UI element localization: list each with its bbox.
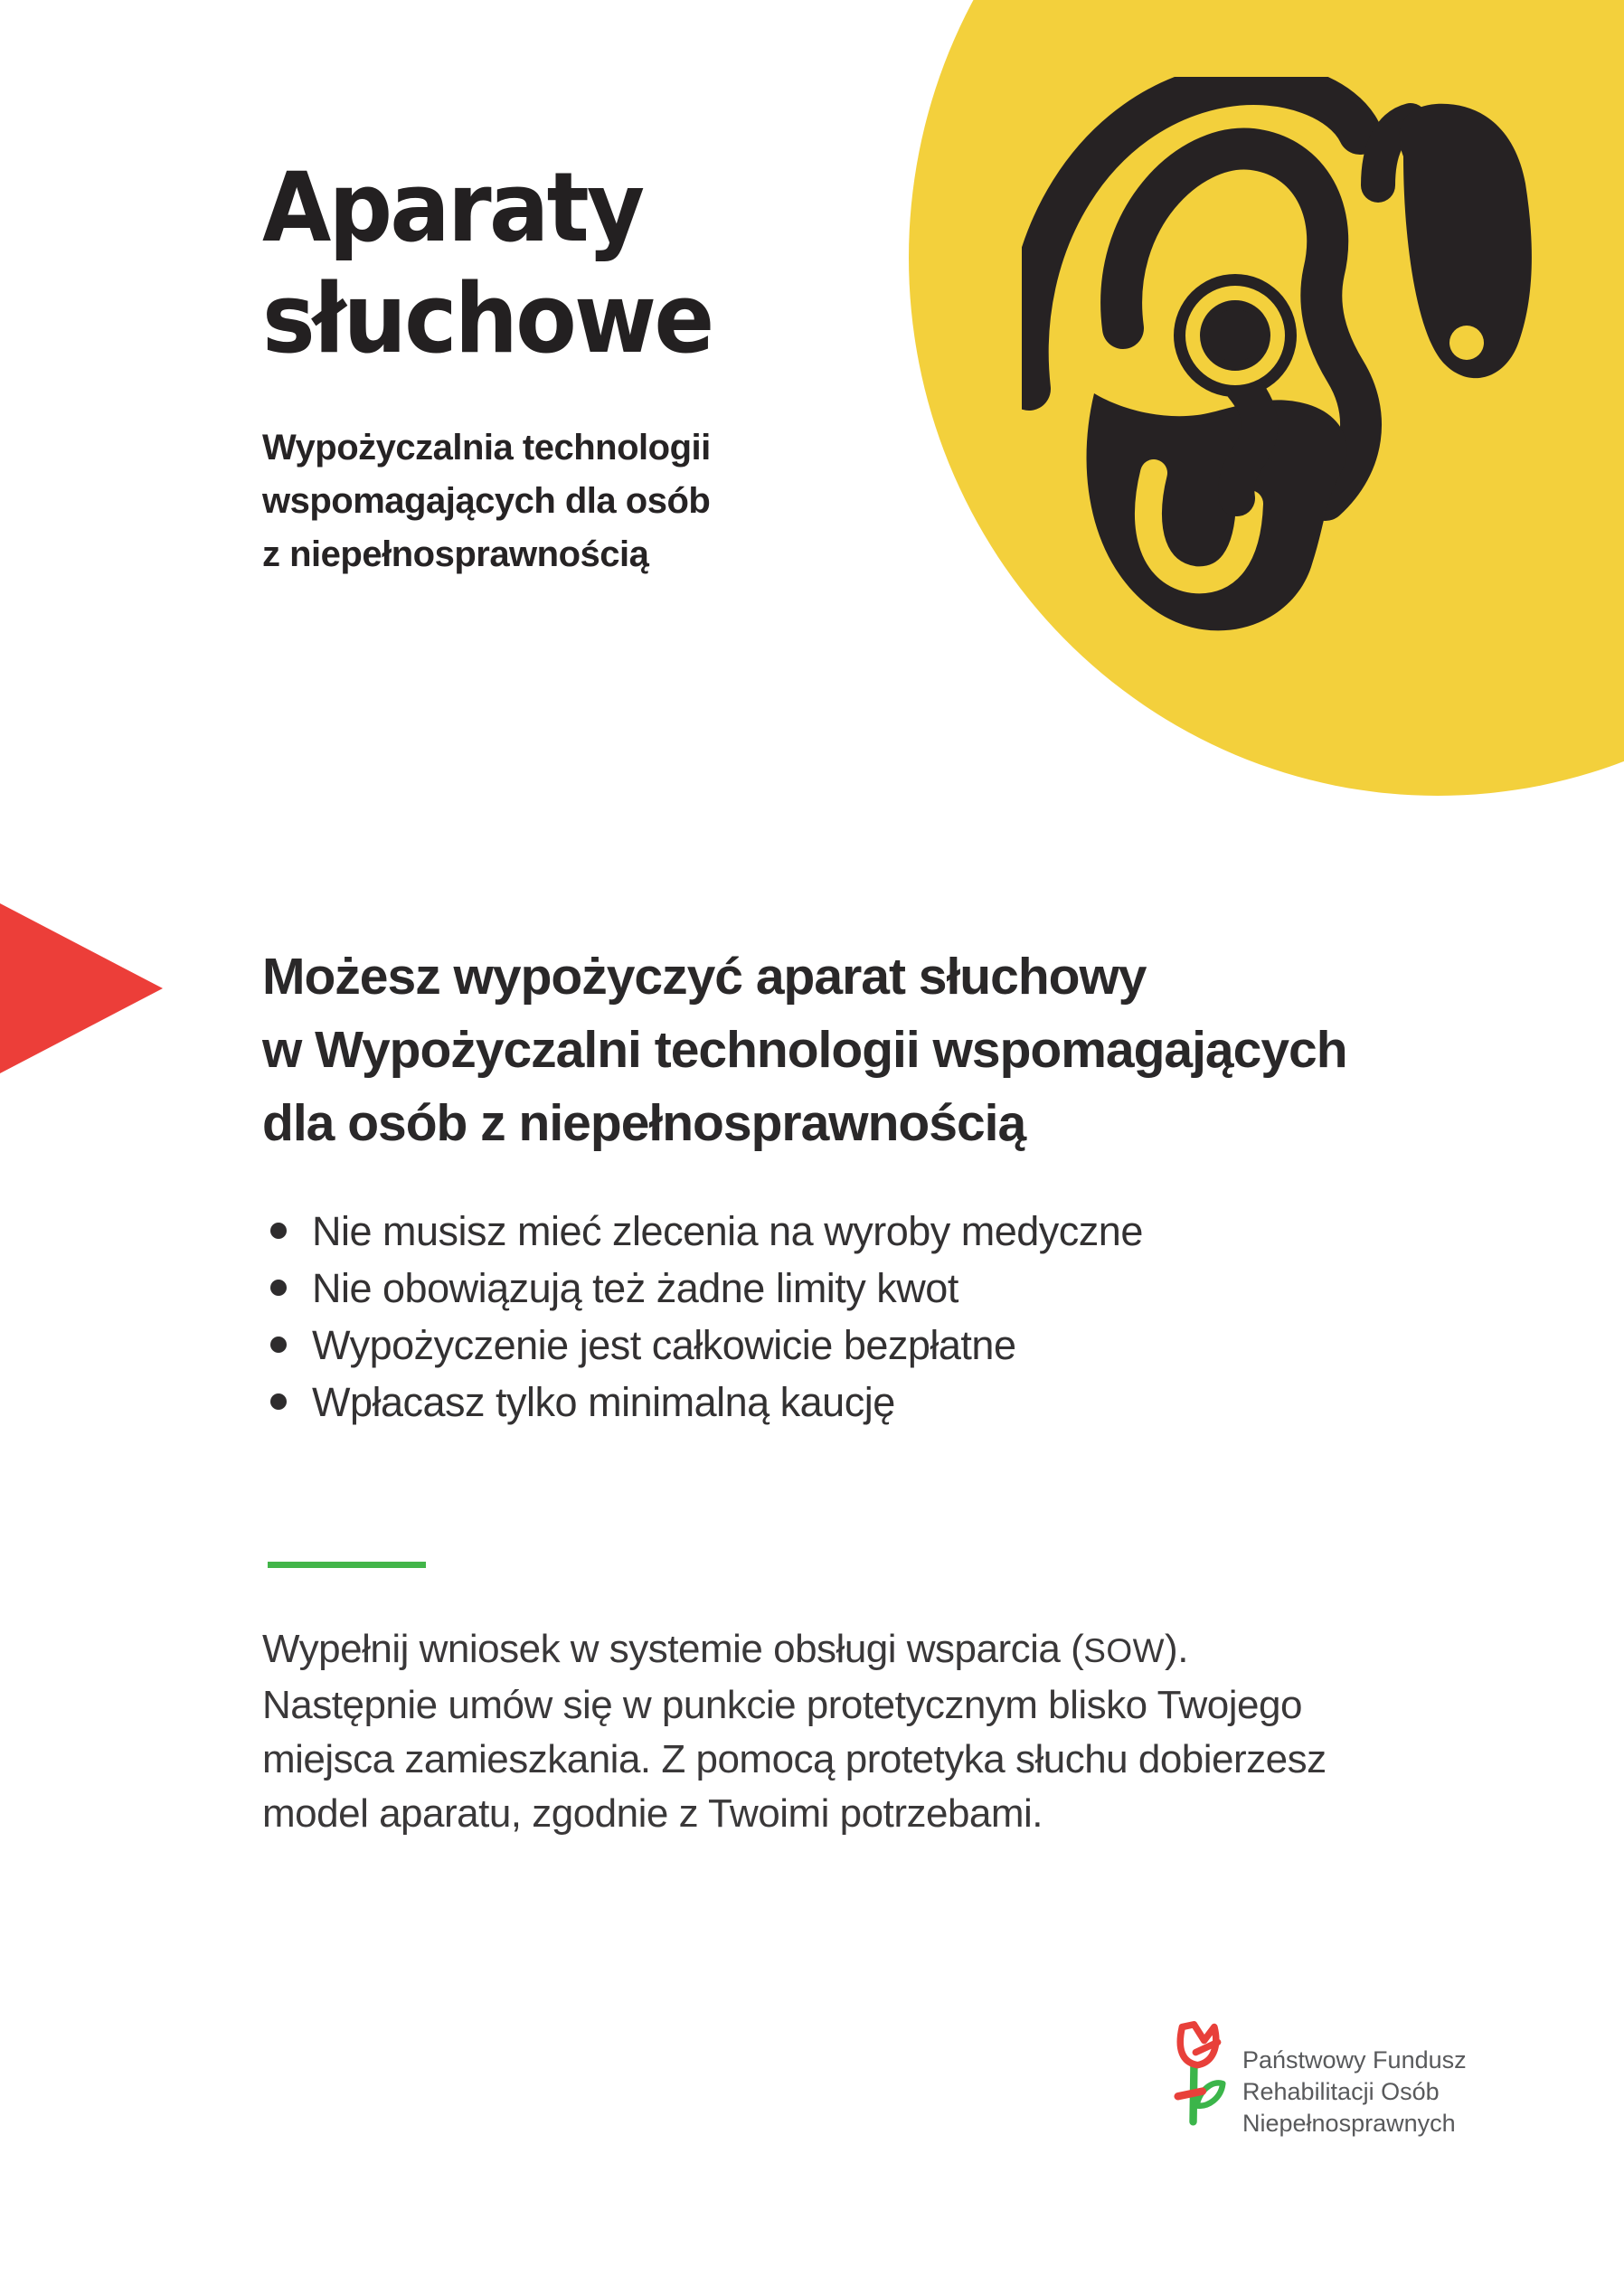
- instructions-line: miejsca zamieszkania. Z pomocą protetyka słuchu dobierzesz: [262, 1737, 1327, 1781]
- pfron-logo-text-line: Rehabilitacji Osób: [1242, 2078, 1440, 2105]
- bullet-dot: [270, 1393, 287, 1410]
- instructions-line: [262, 1622, 1327, 1678]
- pfron-logo-text: [1242, 2045, 1467, 2140]
- list-item: [262, 1260, 1143, 1317]
- sow-acronym: SOW: [1083, 1632, 1166, 1669]
- instructions-text: ).: [1165, 1627, 1188, 1671]
- bullet-dot: [270, 1223, 287, 1239]
- instructions-text: Wypełnij wniosek w systemie obsługi wsparcia (: [262, 1627, 1084, 1671]
- page-subtitle: [262, 421, 711, 581]
- section-heading: [262, 940, 1347, 1160]
- list-item-text: Wpłacasz tylko minimalną kaucję: [312, 1379, 895, 1425]
- bullet-dot: [270, 1337, 287, 1353]
- section-heading-line: w Wypożyczalni technologii wspomagających: [262, 1021, 1347, 1079]
- ear-with-hearing-aid-icon: [1022, 77, 1542, 638]
- list-item: [262, 1203, 1143, 1260]
- page-title-line: Aparaty: [262, 152, 643, 263]
- list-item-text: Wypożyczenie jest całkowicie bezpłatne: [312, 1322, 1016, 1368]
- page-subtitle-line: Wypożyczalnia technologii: [262, 428, 711, 468]
- green-divider: [268, 1562, 426, 1568]
- page-title: [262, 152, 712, 374]
- instructions-line: model aparatu, zgodnie z Twoimi potrzebami.: [262, 1791, 1043, 1836]
- pfron-logo-text-line: Państwowy Fundusz: [1242, 2046, 1467, 2073]
- page-title-line: słuchowe: [262, 263, 713, 374]
- benefits-list: [262, 1203, 1143, 1431]
- page-subtitle-line: wspomagających dla osób: [262, 481, 711, 521]
- pfron-logo-text-line: Niepełnosprawnych: [1242, 2110, 1456, 2137]
- instructions-paragraph: [262, 1622, 1327, 1841]
- list-item: [262, 1317, 1143, 1374]
- section-heading-line: dla osób z niepełnosprawnością: [262, 1094, 1026, 1152]
- list-item: [262, 1374, 1143, 1431]
- pfron-tulip-logo-icon: [1174, 2017, 1226, 2130]
- red-arrow-marker: [0, 903, 163, 1073]
- bullet-dot: [270, 1280, 287, 1296]
- list-item-text: Nie musisz mieć zlecenia na wyroby medyczne: [312, 1208, 1143, 1254]
- list-item-text: Nie obowiązują też żadne limity kwot: [312, 1265, 958, 1311]
- section-heading-line: Możesz wypożyczyć aparat słuchowy: [262, 948, 1147, 1006]
- page-subtitle-line: z niepełnosprawnością: [262, 534, 649, 574]
- instructions-line: Następnie umów się w punkcie protetycznym blisko Twojego: [262, 1683, 1302, 1727]
